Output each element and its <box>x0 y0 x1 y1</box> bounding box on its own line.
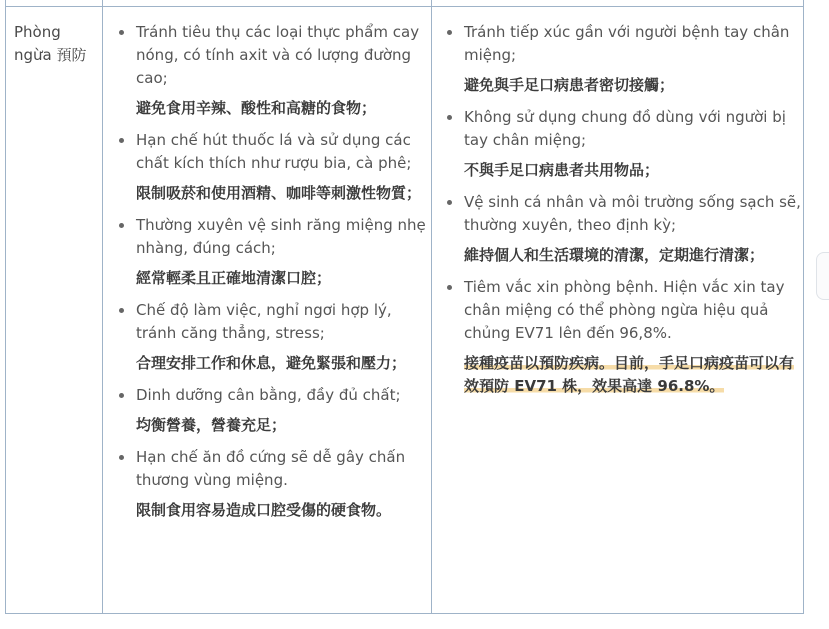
bullet-icon <box>447 30 452 35</box>
bullet-icon <box>119 308 124 313</box>
list-item: Không sử dụng chung đồ dùng với người bị tay chân miệng; 不與手足口病患者共用物品； <box>464 106 802 182</box>
bullet-icon <box>119 138 124 143</box>
bullet-icon <box>447 200 452 205</box>
list-item: Hạn chế hút thuốc lá và sử dụng các chất kích thích như rượu bia, cà phê; 限制吸菸和使用酒精、咖啡等刺激性物質； <box>136 129 426 205</box>
bullet-icon <box>119 30 124 35</box>
highlighted-text: 接種疫苗以預防疾病。目前，手足口病疫苗可以有效預防 EV71 株，效果高達 96.8%。 <box>464 354 795 395</box>
bullet-icon <box>119 223 124 228</box>
list-item: Vệ sinh cá nhân và môi trường sống sạch sẽ, thường xuyên, theo định kỳ; 維持個人和生活環境的清潔，定期進行清潔； <box>464 191 802 267</box>
header-row-divider <box>6 6 803 7</box>
column-divider-1 <box>102 0 103 613</box>
bullet-icon <box>447 115 452 120</box>
column-divider-2 <box>431 0 432 613</box>
list-item: Tránh tiếp xúc gần với người bệnh tay chân miệng; 避免與手足口病患者密切接觸； <box>464 21 802 97</box>
list-item: Chế độ làm việc, nghỉ ngơi hợp lý, tránh căng thẳng, stress; 合理安排工作和休息，避免緊張和壓力； <box>136 299 426 375</box>
list-item: Thường xuyên vệ sinh răng miệng nhẹ nhàng, đúng cách; 經常輕柔且正確地清潔口腔； <box>136 214 426 290</box>
list-item: Dinh dưỡng cân bằng, đầy đủ chất; 均衡營養，營養充足； <box>136 384 426 437</box>
prevention-table <box>5 0 804 614</box>
right-column <box>464 21 802 407</box>
left-column <box>136 21 426 531</box>
bullet-icon <box>119 393 124 398</box>
list-item: Tiêm vắc xin phòng bệnh. Hiện vắc xin tay chân miệng có thể phòng ngừa hiệu quả chủng EV71 lên đến 96,8%. 接種疫苗以預防疾病。目前，手足口病疫苗可以有效預防 EV71 株，效果高達 96.8%。 <box>464 276 802 398</box>
list-item: Tránh tiêu thụ các loại thực phẩm cay nóng, có tính axit và có lượng đường cao; 避免食用辛辣、酸性和高糖的食物； <box>136 21 426 120</box>
bullet-icon <box>119 455 124 460</box>
list-item: Hạn chế ăn đồ cứng sẽ dễ gây chấn thương vùng miệng. 限制食用容易造成口腔受傷的硬食物。 <box>136 446 426 522</box>
bullet-icon <box>447 285 452 290</box>
row-label-prevention: Phòng ngừa 預防 <box>14 23 87 64</box>
side-scroll-tab[interactable] <box>816 252 829 300</box>
